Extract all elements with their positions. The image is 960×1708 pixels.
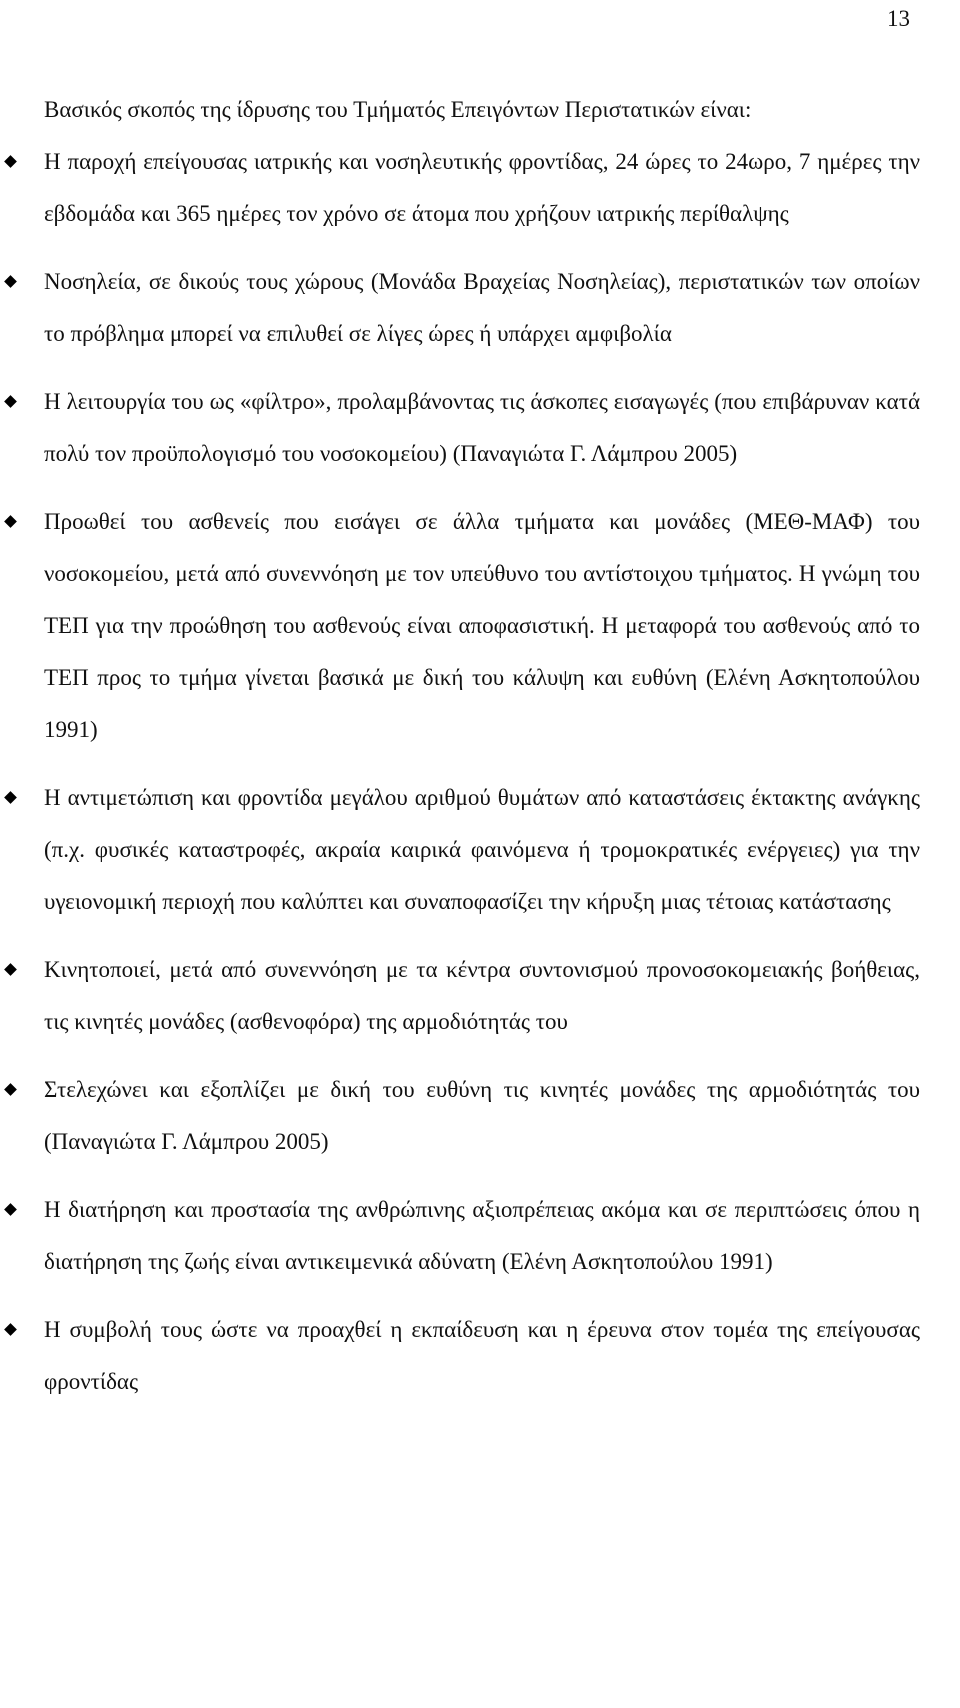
diamond-bullet-icon — [4, 1083, 17, 1096]
page-number: 13 — [887, 6, 910, 31]
list-item — [44, 772, 920, 928]
list-item-text: Στελεχώνει και εξοπλίζει με δική του ευθύνη τις κινητές μονάδες της αρμοδιότητάς του (Παναγιώτα Γ. Λάμπρου 2005) — [44, 1077, 920, 1154]
list-item-text: Η λειτουργία του ως «φίλτρο», προλαμβάνοντας τις άσκοπες εισαγωγές (που επιβάρυναν κατά πολύ τον προϋπολογισμό του νοσοκομείου) (Παναγιώτα Γ. Λάμπρου 2005) — [44, 389, 920, 466]
diamond-bullet-icon — [4, 155, 17, 168]
diamond-bullet-icon — [4, 791, 17, 804]
list-item-text: Νοσηλεία, σε δικούς τους χώρους (Μονάδα Βραχείας Νοσηλείας), περιστατικών των οποίων το πρόβλημα μπορεί να επιλυθεί σε λίγες ώρες ή υπάρχει αμφιβολία — [44, 269, 920, 346]
list-item-text: Κινητοποιεί, μετά από συνεννόηση με τα κέντρα συντονισμού προνοσοκομειακής βοήθειας, τις κινητές μονάδες (ασθενοφόρα) της αρμοδιότητάς του — [44, 957, 920, 1034]
list-item — [44, 1304, 920, 1408]
list-item — [44, 136, 920, 240]
list-item-text: Η αντιμετώπιση και φροντίδα μεγάλου αριθμού θυμάτων από καταστάσεις έκτακτης ανάγκης (π.χ. φυσικές καταστροφές, ακραία καιρικά φαινόμενα ή τρομοκρατικές ενέργειες) για την υγειονομική περιοχή που καλύπτει και συναποφασίζει την κήρυξη μιας τέτοιας κατάστασης — [44, 785, 920, 914]
diamond-bullet-icon — [4, 395, 17, 408]
list-item — [44, 1064, 920, 1168]
list-item-text: Η παροχή επείγουσας ιατρικής και νοσηλευτικής φροντίδας, 24 ώρες το 24ωρο, 7 ημέρες την εβδομάδα και 365 ημέρες τον χρόνο σε άτομα που χρήζουν ιατρικής περίθαλψης — [44, 149, 920, 226]
list-item-text: Προωθεί του ασθενείς που εισάγει σε άλλα τμήματα και μονάδες (ΜΕΘ-ΜΑΦ) του νοσοκομείου, μετά από συνεννόηση με τον υπεύθυνο του αντίστοιχου τμήματος. Η γνώμη του ΤΕΠ για την προώθηση του ασθενούς είναι αποφασιστική. Η μεταφορά του ασθενούς από το ΤΕΠ προς το τμήμα γίνεται βασικά με δική του κάλυψη και ευθύνη (Ελένη Ασκητοπούλου 1991) — [44, 509, 920, 742]
list-item — [44, 1184, 920, 1288]
list-item — [44, 256, 920, 360]
intro-paragraph: Βασικός σκοπός της ίδρυσης του Τμήματός Επειγόντων Περιστατικών είναι: — [44, 97, 752, 122]
list-item — [44, 376, 920, 480]
diamond-bullet-icon — [4, 515, 17, 528]
bullet-list — [44, 136, 920, 1408]
list-item-text: Η διατήρηση και προστασία της ανθρώπινης αξιοπρέπειας ακόμα και σε περιπτώσεις όπου η διατήρηση της ζωής είναι αντικειμενικά αδύνατη (Ελένη Ασκητοπούλου 1991) — [44, 1197, 920, 1274]
document-body — [44, 84, 920, 1424]
list-item-text: Η συμβολή τους ώστε να προαχθεί η εκπαίδευση και η έρευνα στον τομέα της επείγουσας φροντίδας — [44, 1317, 920, 1394]
diamond-bullet-icon — [4, 275, 17, 288]
list-item — [44, 496, 920, 756]
diamond-bullet-icon — [4, 1323, 17, 1336]
diamond-bullet-icon — [4, 963, 17, 976]
list-item — [44, 944, 920, 1048]
diamond-bullet-icon — [4, 1203, 17, 1216]
